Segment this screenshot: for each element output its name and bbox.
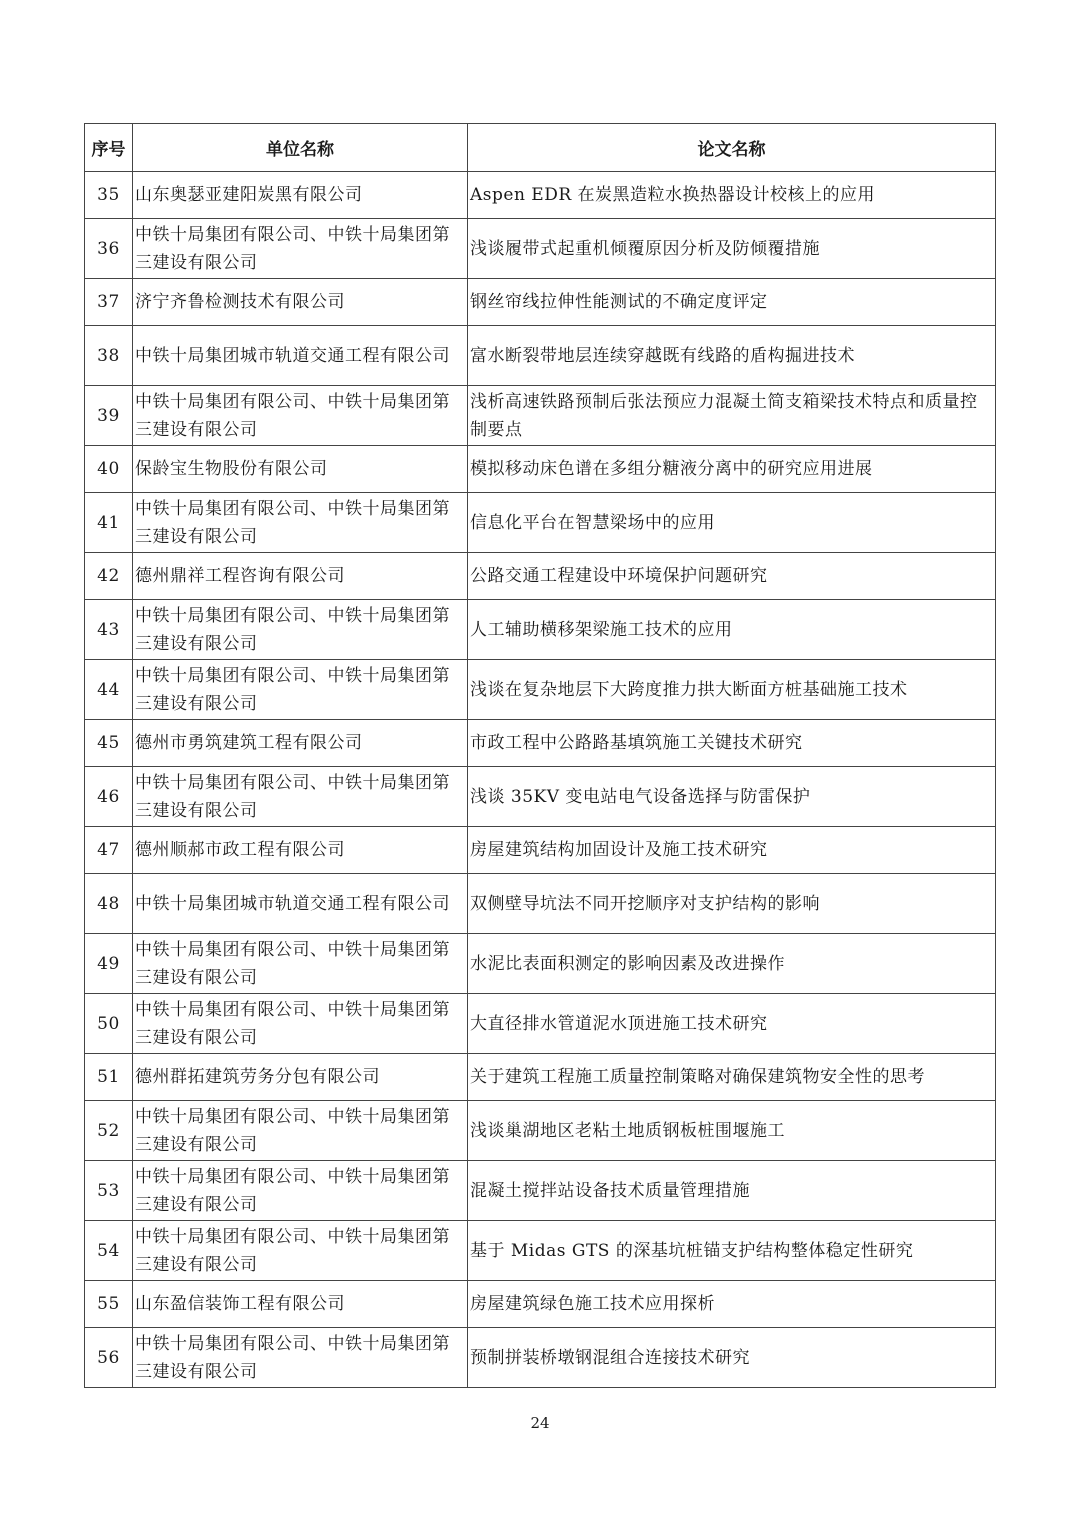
cell-paper: 预制拼装桥墩钢混组合连接技术研究 — [468, 1328, 996, 1388]
cell-no: 56 — [85, 1328, 133, 1388]
cell-unit: 中铁十局集团有限公司、中铁十局集团第三建设有限公司 — [133, 386, 468, 446]
cell-paper: 双侧壁导坑法不同开挖顺序对支护结构的影响 — [468, 874, 996, 934]
cell-unit: 中铁十局集团城市轨道交通工程有限公司 — [133, 874, 468, 934]
cell-no: 37 — [85, 279, 133, 326]
cell-unit: 德州顺郝市政工程有限公司 — [133, 827, 468, 874]
cell-no: 36 — [85, 219, 133, 279]
cell-unit: 中铁十局集团有限公司、中铁十局集团第三建设有限公司 — [133, 1161, 468, 1221]
table-row — [85, 1101, 996, 1161]
table-row — [85, 219, 996, 279]
header-no: 序号 — [85, 124, 133, 172]
table-row — [85, 172, 996, 219]
table-row — [85, 600, 996, 660]
cell-no: 46 — [85, 767, 133, 827]
table-header-row — [85, 124, 996, 172]
cell-no: 50 — [85, 994, 133, 1054]
header-unit: 单位名称 — [133, 124, 468, 172]
cell-paper: 信息化平台在智慧梁场中的应用 — [468, 493, 996, 553]
cell-no: 49 — [85, 934, 133, 994]
table-row — [85, 827, 996, 874]
cell-paper: 模拟移动床色谱在多组分糖液分离中的研究应用进展 — [468, 446, 996, 493]
cell-no: 45 — [85, 720, 133, 767]
cell-unit: 保龄宝生物股份有限公司 — [133, 446, 468, 493]
header-paper: 论文名称 — [468, 124, 996, 172]
cell-unit: 中铁十局集团有限公司、中铁十局集团第三建设有限公司 — [133, 934, 468, 994]
cell-paper: 市政工程中公路路基填筑施工关键技术研究 — [468, 720, 996, 767]
table-row — [85, 1054, 996, 1101]
cell-paper: 人工辅助横移架梁施工技术的应用 — [468, 600, 996, 660]
cell-no: 40 — [85, 446, 133, 493]
cell-no: 47 — [85, 827, 133, 874]
cell-no: 44 — [85, 660, 133, 720]
table-row — [85, 386, 996, 446]
table-row — [85, 553, 996, 600]
cell-unit: 中铁十局集团城市轨道交通工程有限公司 — [133, 326, 468, 386]
table-body — [85, 172, 996, 1388]
cell-unit: 中铁十局集团有限公司、中铁十局集团第三建设有限公司 — [133, 767, 468, 827]
table-row — [85, 326, 996, 386]
cell-unit: 中铁十局集团有限公司、中铁十局集团第三建设有限公司 — [133, 219, 468, 279]
cell-paper: 浅谈在复杂地层下大跨度推力拱大断面方桩基础施工技术 — [468, 660, 996, 720]
cell-unit: 中铁十局集团有限公司、中铁十局集团第三建设有限公司 — [133, 660, 468, 720]
cell-no: 43 — [85, 600, 133, 660]
cell-unit: 德州群拓建筑劳务分包有限公司 — [133, 1054, 468, 1101]
cell-unit: 山东奥瑟亚建阳炭黑有限公司 — [133, 172, 468, 219]
cell-no: 53 — [85, 1161, 133, 1221]
cell-no: 48 — [85, 874, 133, 934]
cell-unit: 德州市勇筑建筑工程有限公司 — [133, 720, 468, 767]
cell-paper: 大直径排水管道泥水顶进施工技术研究 — [468, 994, 996, 1054]
table-row — [85, 767, 996, 827]
cell-paper: 浅析高速铁路预制后张法预应力混凝土简支箱梁技术特点和质量控制要点 — [468, 386, 996, 446]
cell-unit: 中铁十局集团有限公司、中铁十局集团第三建设有限公司 — [133, 1101, 468, 1161]
cell-paper: 混凝土搅拌站设备技术质量管理措施 — [468, 1161, 996, 1221]
cell-unit: 山东盈信装饰工程有限公司 — [133, 1281, 468, 1328]
page-number: 24 — [530, 1414, 550, 1432]
cell-paper: 基于 Midas GTS 的深基坑桩锚支护结构整体稳定性研究 — [468, 1221, 996, 1281]
cell-paper: 富水断裂带地层连续穿越既有线路的盾构掘进技术 — [468, 326, 996, 386]
table-row — [85, 279, 996, 326]
table-row — [85, 1161, 996, 1221]
papers-table — [84, 123, 996, 1388]
cell-no: 35 — [85, 172, 133, 219]
table-row — [85, 1221, 996, 1281]
cell-unit: 中铁十局集团有限公司、中铁十局集团第三建设有限公司 — [133, 994, 468, 1054]
cell-no: 41 — [85, 493, 133, 553]
cell-paper: 房屋建筑结构加固设计及施工技术研究 — [468, 827, 996, 874]
cell-paper: 浅谈履带式起重机倾覆原因分析及防倾覆措施 — [468, 219, 996, 279]
cell-paper: 房屋建筑绿色施工技术应用探析 — [468, 1281, 996, 1328]
table-row — [85, 493, 996, 553]
cell-paper: Aspen EDR 在炭黑造粒水换热器设计校核上的应用 — [468, 172, 996, 219]
cell-paper: 公路交通工程建设中环境保护问题研究 — [468, 553, 996, 600]
cell-paper: 水泥比表面积测定的影响因素及改进操作 — [468, 934, 996, 994]
table-row — [85, 446, 996, 493]
cell-no: 51 — [85, 1054, 133, 1101]
cell-paper: 关于建筑工程施工质量控制策略对确保建筑物安全性的思考 — [468, 1054, 996, 1101]
table-row — [85, 994, 996, 1054]
cell-unit: 济宁齐鲁检测技术有限公司 — [133, 279, 468, 326]
table-row — [85, 1281, 996, 1328]
table-row — [85, 1328, 996, 1388]
cell-unit: 中铁十局集团有限公司、中铁十局集团第三建设有限公司 — [133, 1221, 468, 1281]
table-row — [85, 874, 996, 934]
table-row — [85, 660, 996, 720]
cell-no: 54 — [85, 1221, 133, 1281]
cell-paper: 浅谈 35KV 变电站电气设备选择与防雷保护 — [468, 767, 996, 827]
cell-no: 55 — [85, 1281, 133, 1328]
cell-paper: 钢丝帘线拉伸性能测试的不确定度评定 — [468, 279, 996, 326]
cell-unit: 中铁十局集团有限公司、中铁十局集团第三建设有限公司 — [133, 1328, 468, 1388]
cell-unit: 德州鼎祥工程咨询有限公司 — [133, 553, 468, 600]
table-row — [85, 720, 996, 767]
cell-unit: 中铁十局集团有限公司、中铁十局集团第三建设有限公司 — [133, 493, 468, 553]
cell-no: 52 — [85, 1101, 133, 1161]
cell-no: 38 — [85, 326, 133, 386]
cell-no: 39 — [85, 386, 133, 446]
cell-paper: 浅谈巢湖地区老粘土地质钢板桩围堰施工 — [468, 1101, 996, 1161]
cell-no: 42 — [85, 553, 133, 600]
table-row — [85, 934, 996, 994]
cell-unit: 中铁十局集团有限公司、中铁十局集团第三建设有限公司 — [133, 600, 468, 660]
